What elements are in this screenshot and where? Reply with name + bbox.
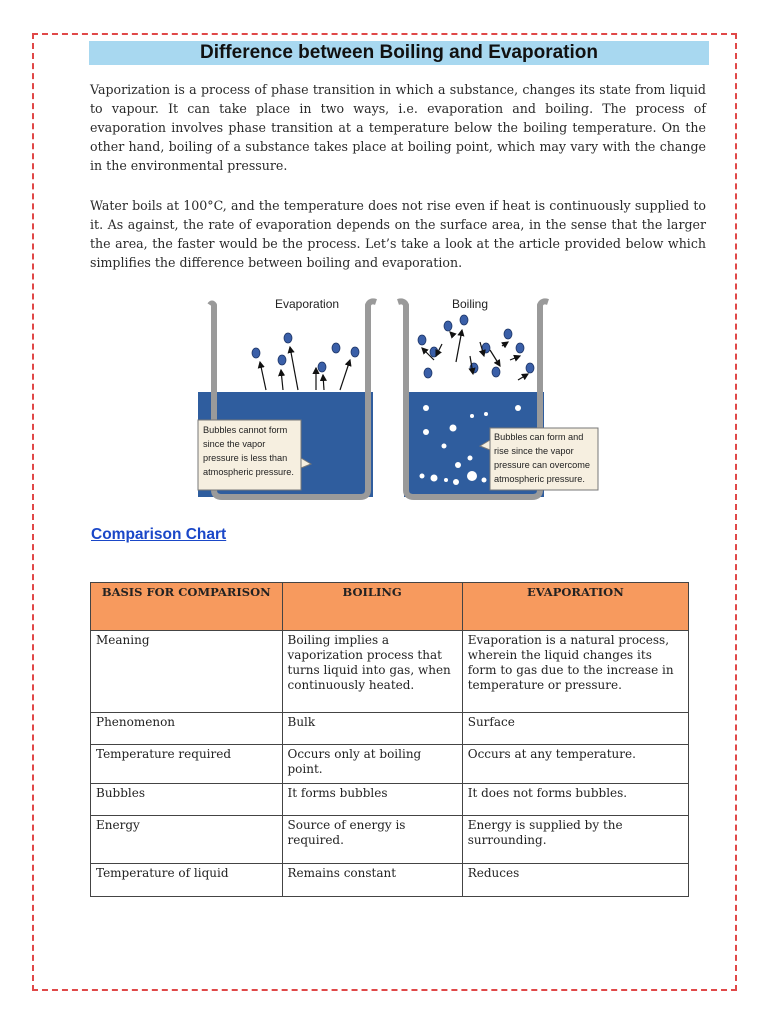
page-title: Difference between Boiling and Evaporation (89, 41, 709, 65)
row-boiling-cell: Bulk (282, 713, 462, 745)
evaporation-arrows (260, 347, 350, 390)
table-row (91, 631, 689, 713)
boiling-evaporation-diagram (190, 290, 610, 505)
row-basis-cell: Meaning (91, 631, 283, 713)
evaporation-note-line: atmospheric pressure. (203, 467, 294, 477)
evaporation-note-line: Bubbles cannot form (203, 425, 288, 435)
row-basis-cell: Bubbles (91, 784, 283, 816)
table-header-row (91, 583, 689, 631)
comparison-chart-heading[interactable]: Comparison Chart (91, 526, 227, 543)
molecule (504, 329, 512, 339)
header-basis: BASIS FOR COMPARISON (91, 583, 283, 631)
evaporation-molecules (252, 333, 359, 372)
boiling-note-line: atmospheric pressure. (494, 474, 585, 484)
molecule (252, 348, 260, 358)
row-evaporation-cell: Evaporation is a natural process, wherein the liquid changes its form to gas due to the increase in temperature or pressure. (462, 631, 688, 713)
boiling-note-box (480, 428, 598, 490)
row-evaporation-cell: Surface (462, 713, 688, 745)
molecule (351, 347, 359, 357)
table-row (91, 816, 689, 864)
row-evaporation-cell: Reduces (462, 864, 688, 897)
row-basis-cell: Phenomenon (91, 713, 283, 745)
intro-paragraph-1: Vaporization is a process of phase transition in which a substance, changes its state from liquid to vapour. It can take place in two ways, i.e. evaporation and boiling. The process of evaporation involves phase transition at a temperature below the boiling temperature. On the other hand, boiling of a substance takes place at boiling point, which may vary with the change in the environmental pressure. (90, 82, 706, 173)
boiling-molecules (418, 315, 534, 378)
row-evaporation-cell: It does not forms bubbles. (462, 784, 688, 816)
molecule (418, 335, 426, 345)
boiling-label: Boiling (452, 297, 489, 311)
row-boiling-cell: Remains constant (282, 864, 462, 897)
molecule (318, 362, 326, 372)
row-boiling-cell: Occurs only at boiling point. (282, 745, 462, 784)
molecule (492, 367, 500, 377)
boiling-note-line: rise since the vapor (494, 446, 574, 456)
molecule (278, 355, 286, 365)
table-row (91, 713, 689, 745)
table-row (91, 864, 689, 897)
boiling-beaker (398, 297, 598, 497)
intro-paragraph-2: Water boils at 100°C, and the temperature does not rise even if heat is continuously supplied to it. As against, the rate of evaporation depends on the surface area, in the sense that the larger the area, the faster would be the process. Let’s take a look at the article provided below which simplifies the difference between boiling and evaporation. (90, 198, 706, 270)
row-evaporation-cell: Energy is supplied by the surrounding. (462, 816, 688, 864)
row-basis-cell: Energy (91, 816, 283, 864)
evaporation-note-line: since the vapor (203, 439, 266, 449)
molecule (332, 343, 340, 353)
molecule (284, 333, 292, 343)
row-evaporation-cell: Occurs at any temperature. (462, 745, 688, 784)
header-evaporation: EVAPORATION (462, 583, 688, 631)
boiling-note-line: pressure can overcome (494, 460, 591, 470)
molecule (460, 315, 468, 325)
molecule (516, 343, 524, 353)
evaporation-note-line: pressure is less than (203, 453, 288, 463)
boiling-note-line: Bubbles can form and (494, 432, 584, 442)
table-row (91, 784, 689, 816)
table-row (91, 745, 689, 784)
comparison-table (90, 582, 689, 897)
row-boiling-cell: Boiling implies a vaporization process that turns liquid into gas, when continuously heated. (282, 631, 462, 713)
evaporation-label: Evaporation (275, 297, 340, 311)
molecule (444, 321, 452, 331)
molecule (424, 368, 432, 378)
row-boiling-cell: It forms bubbles (282, 784, 462, 816)
row-basis-cell: Temperature required (91, 745, 283, 784)
row-boiling-cell: Source of energy is required. (282, 816, 462, 864)
row-basis-cell: Temperature of liquid (91, 864, 283, 897)
evaporation-beaker (198, 297, 376, 497)
molecule (526, 363, 534, 373)
header-boiling: BOILING (282, 583, 462, 631)
evaporation-note-box (198, 420, 311, 490)
